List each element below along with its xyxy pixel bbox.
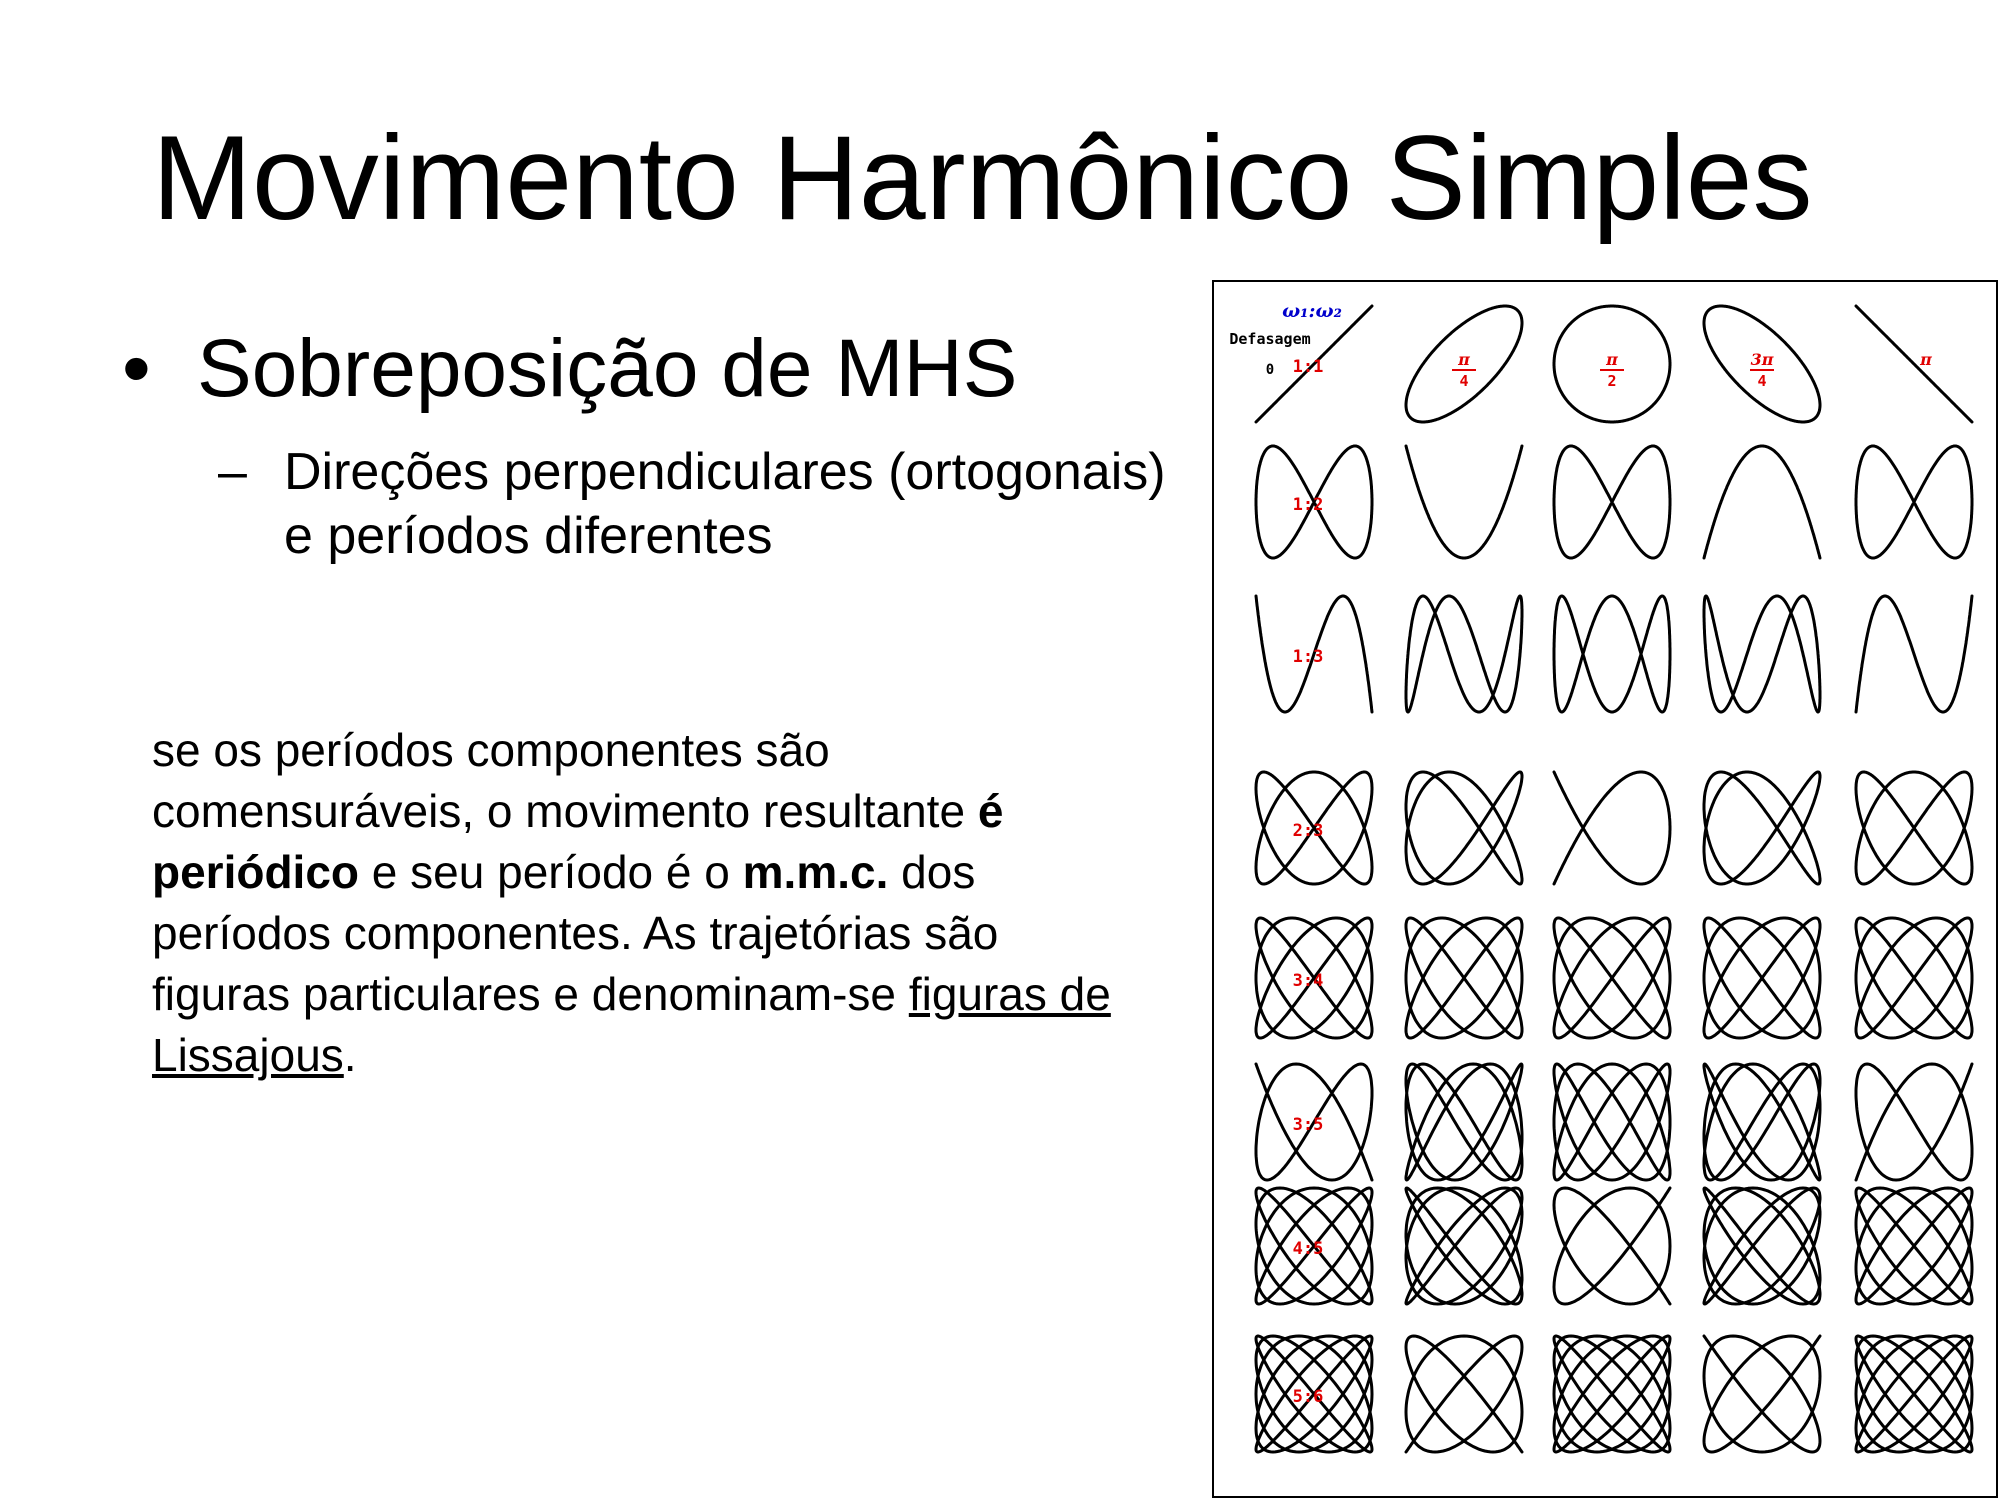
lissajous-curve-1-3-phase-2 [1554, 596, 1670, 712]
phase-label-numerator-4: π [1920, 350, 1932, 369]
para-text-1: se os períodos componentes são comensuráveis, o movimento resultante [152, 724, 978, 837]
lissajous-curve-4-5-phase-1 [1406, 1188, 1522, 1304]
para-text-2: e seu período é o [359, 846, 743, 898]
sub-bullet-text: Direções perpendiculares (ortogonais) e períodos diferentes [284, 443, 1166, 565]
phase-label-numerator-1: π [1458, 350, 1470, 369]
lissajous-curve-4-5-phase-2 [1554, 1188, 1670, 1304]
para-text-4: . [343, 1029, 357, 1081]
bullet-text: Sobreposição de MHS [197, 323, 1018, 414]
phase-label-denominator-3: 4 [1757, 372, 1767, 390]
lissajous-curve-1-2-phase-2 [1554, 446, 1670, 558]
lissajous-curve-3-5-phase-2 [1554, 1064, 1670, 1180]
bullet-item [122, 322, 1017, 416]
lissajous-curve-5-6-phase-2 [1554, 1336, 1670, 1452]
ratio-label-3-5: 3:5 [1292, 1115, 1324, 1135]
para-bold-mmc: m.m.c. [742, 846, 889, 898]
phase-label-denominator-1: 4 [1459, 372, 1469, 390]
lissajous-curve-1-3-phase-1 [1406, 596, 1522, 712]
bullet-dot: • [122, 323, 151, 414]
para-text-3: dos períodos componentes. As trajetórias são figuras particulares e denominam-se [152, 846, 999, 1020]
sub-bullet-dash: – [218, 443, 247, 501]
lissajous-curve-3-5-phase-3 [1704, 1064, 1820, 1180]
lissajous-curve-5-6-phase-3 [1704, 1336, 1820, 1452]
header-phase: Defasagem [1229, 330, 1311, 348]
lissajous-curve-2-3-phase-3 [1704, 772, 1820, 884]
lissajous-curve-5-6-phase-1 [1406, 1336, 1522, 1452]
lissajous-curve-2-3-phase-2 [1554, 772, 1670, 884]
lissajous-curve-3-4-phase-3 [1704, 918, 1820, 1038]
lissajous-curve-1-2-phase-3 [1704, 446, 1820, 558]
lissajous-curve-4-5-phase-4 [1856, 1188, 1972, 1304]
ratio-label-1-2: 1:2 [1292, 495, 1324, 515]
lissajous-curve-2-3-phase-4 [1856, 772, 1972, 884]
lissajous-curve-3-4-phase-2 [1554, 918, 1670, 1038]
lissajous-curve-3-4-phase-4 [1856, 918, 1972, 1038]
phase-label-numerator-2: π [1606, 350, 1618, 369]
lissajous-curve-5-6-phase-4 [1856, 1336, 1972, 1452]
ratio-label-1-3: 1:3 [1292, 647, 1324, 667]
lissajous-grid [1214, 282, 1996, 1496]
para-bold-periodic: é periódico [152, 785, 1004, 898]
lissajous-figure [1212, 280, 1998, 1498]
lissajous-curve-1-3-phase-4 [1856, 596, 1972, 712]
ratio-label-3-4: 3:4 [1292, 971, 1324, 991]
ratio-label-2-3: 2:3 [1292, 821, 1324, 841]
lissajous-curve-3-4-phase-1 [1406, 918, 1522, 1038]
ratio-label-5-6: 5:6 [1292, 1387, 1324, 1407]
lissajous-curve-1-2-phase-4 [1856, 446, 1972, 558]
header-phase-zero: 0 [1265, 362, 1275, 378]
phase-label-numerator-3: 3π [1750, 350, 1774, 369]
para-underline-lissajous: figuras de Lissajous [152, 968, 1111, 1081]
slide-title: Movimento Harmônico Simples [152, 111, 1813, 245]
lissajous-curve-1-3-phase-3 [1704, 596, 1820, 712]
phase-label-denominator-2: 2 [1607, 372, 1617, 390]
lissajous-curve-1-2-phase-1 [1406, 446, 1522, 558]
header-frequency-ratio: ω₁:ω₂ [1282, 300, 1342, 322]
lissajous-curve-3-5-phase-4 [1856, 1064, 1972, 1180]
lissajous-curve-1-1-phase-4 [1856, 306, 1972, 422]
lissajous-curve-3-5-phase-1 [1406, 1064, 1522, 1180]
ratio-label-1-1: 1:1 [1292, 357, 1324, 377]
lissajous-curve-4-5-phase-3 [1704, 1188, 1820, 1304]
lissajous-curve-2-3-phase-1 [1406, 772, 1522, 884]
explanation-paragraph [152, 720, 1112, 1086]
ratio-label-4-5: 4:5 [1292, 1239, 1324, 1259]
